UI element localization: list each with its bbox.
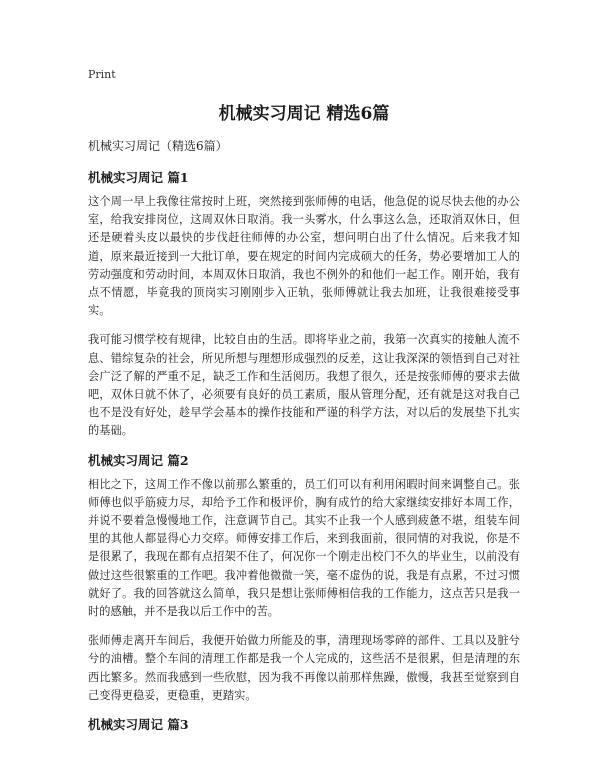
section-heading: 机械实习周记 篇1 [88,170,189,185]
paragraph: 我可能习惯学校有规律，比较自由的生活。即将毕业之前，我第一次真实的接触人流不息、错综复杂的社会，所见所想与理想形成强烈的反差，这让我深深的领悟到自己对社会广泛了解的严重不足，缺乏工作和生活阅历。我想了很久，还是按张师傅的要求去做吧，双休日就不休了，必须要有良好的员工素质，服从管理分配，还有就是这对我自己也不是没有好处，趁早学会基本的操作技能和严谨的科学方法，对以后的发展垫下扎实的基础。 [88,333,520,438]
print-label[interactable]: Print [88,68,116,81]
section-heading: 机械实习周记 篇3 [88,717,189,733]
section-3 [88,716,520,734]
document-title: 机械实习周记 精选6篇 [218,104,390,124]
section-heading: 机械实习周记 篇2 [88,452,189,468]
section-1 [88,169,520,441]
section-2 [88,452,520,705]
paragraph: 相比之下，这周工作不像以前那么繁重的，员工们可以有利用闲暇时间来调整自己。张师傅也似乎筋疲力尽，却给予工作和极评价，胸有成竹的给大家继续安排好本周工作，并说不要着急慢慢地工作，注意调节自己。其实不止我一个人感到疲惫不堪，组装车间里的其他人都显得心力交瘁。师傅安排工作后，来到我面前，很同情的对我说，你是不是很累了，我现在都有点招架不住了，何况你一个刚走出校门不久的毕业生，以前没有做过这些很繁重的工作吧。我冲着他微微一笑，毫不虚伪的说，我是有点累，不过习惯就好了。我的回答就这么简单，我只是想让张师傅相信我的工作能力，这点苦只是我一时的感触，并不是我以后工作中的苦。 [88,477,520,619]
document-page [88,68,520,740]
paragraph: 这个周一早上我像往常按时上班，突然接到张师傅的电话，他急促的说尽快去他的办公室，给我安排岗位，这周双休日取消。我一头雾水，什么事这么急，还取消双休日，但还是硬着头皮以最快的步伐赶往师傅的办公室，想问明白出了什么情况。后来我才知道，原来最近接到一大批订单，要在规定的时间内完成硕大的任务，势必要增加工人的劳动强度和劳动时间，本周双休日取消，我也不例外的和他们一起工作。刚开始，我有点不情愿，毕竟我的顶岗实习刚刚步入正轨，张师傅就让我去加班，让我很难接受事实。 [88,195,520,318]
document-subtitle: 机械实习周记（精选6篇） [88,139,228,153]
paragraph: 张师傅走离开车间后，我便开始做力所能及的事，清理现场零碎的部件、工具以及脏兮兮的油槽。整个车间的清理工作都是我一个人完成的，这些活不是很累，但是清理的东西比繁多。然而我感到一些欣慰，因为我不再像以前那样焦躁，傲慢，我甚至觉察到自己变得更稳妥，更稳重，更踏实。 [88,634,520,702]
